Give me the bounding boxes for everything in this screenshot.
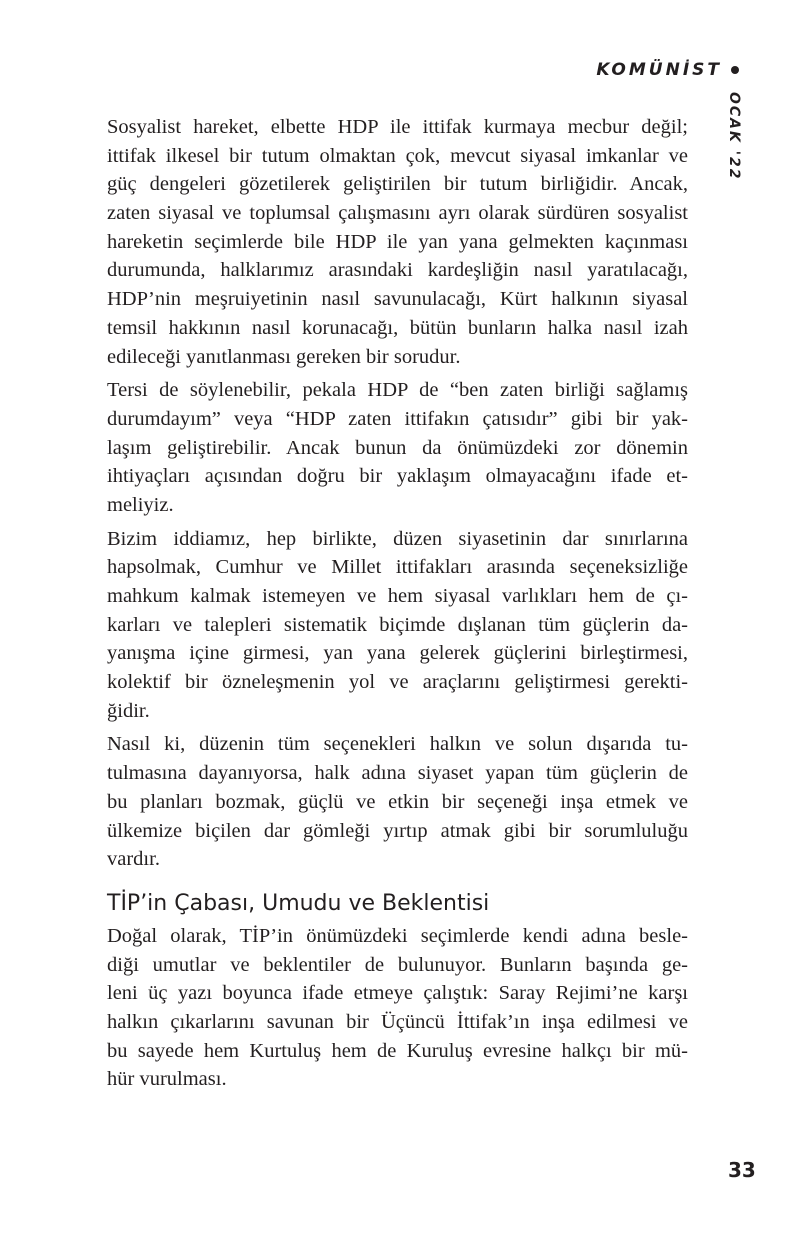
paragraph — [107, 922, 688, 1094]
text-line: hür vurulması. — [107, 1068, 227, 1091]
text-line: Doğal olarak, TİP’in önümüzdeki seçimlerde kendi adına besle- — [107, 924, 688, 947]
text-line: leni üç yazı boyunca ifade etmeye çalıştık: Saray Rejimi’ne karşı — [107, 982, 688, 1005]
text-line: kolektif bir özneleşmenin yol ve araçlarını geliştirmesi gerekti- — [107, 671, 688, 694]
paragraph — [107, 730, 688, 873]
text-line: zaten siyasal ve toplumsal çalışmasını ayrı olarak sürdüren sosyalist — [107, 202, 688, 225]
text-line: hapsolmak, Cumhur ve Millet ittifakları arasında seçeneksizliğe — [107, 556, 688, 579]
text-line: mahkum kalmak istemeyen ve hem siyasal varlıkları hem de çı- — [107, 585, 688, 607]
page-number: 33 — [728, 1158, 756, 1182]
text-line: yanışma içine girmesi, yan yana gelerek güçlerini birleştirmesi, — [107, 642, 688, 665]
paragraph — [107, 376, 688, 519]
text-line: Nasıl ki, düzenin tüm seçenekleri halkın ve solun dışarıda tu- — [107, 733, 688, 756]
text-line: ihtiyaçları açısından doğru bir yaklaşım olmayacağını ifade et- — [107, 465, 688, 488]
text-line: diği umutlar ve beklentiler de bulunuyor. Bunların başında ge- — [107, 953, 688, 976]
text-line: edileceği yanıtlanması gereken bir sorudur. — [107, 345, 461, 368]
text-line: halkın çıkarlarını savunan bir Üçüncü İttifak’ın inşa edilmesi ve — [107, 1010, 688, 1033]
section-heading: TİP’in Çabası, Umudu ve Beklentisi — [107, 890, 490, 916]
paragraph-group-1 — [107, 113, 688, 874]
text-line: laşım geliştirebilir. Ancak bunun da önümüzdeki zor dönemin — [107, 436, 688, 459]
text-line: ğidir. — [107, 699, 150, 722]
text-line: HDP’nin meşruiyetinin nasıl savunulacağı, Kürt halkının siyasal — [107, 288, 688, 311]
text-line: meliyiz. — [107, 493, 174, 516]
text-line: Sosyalist hareket, elbette HDP ile ittifak kurmaya mecbur değil; — [107, 116, 688, 138]
text-line: Bizim iddiamız, hep birlikte, düzen siyasetinin dar sınırlarına — [107, 527, 688, 550]
paragraph — [107, 525, 688, 726]
issue-label: OCAK '22 — [726, 92, 742, 181]
text-line: tulmasına dayanıyorsa, halk adına siyaset yapan tüm güçlerin de — [107, 762, 688, 785]
text-line: bu planları bozmak, güçlü ve etkin bir seçeneği inşa etmek ve — [107, 790, 688, 813]
text-line: hareketin seçimlerde bile HDP ile yan yana gelmekten kaçınması — [107, 230, 688, 253]
text-line: bu sayede hem Kurtuluş hem de Kuruluş evresine halkçı bir mü- — [107, 1039, 688, 1062]
text-line: durumunda, halklarımız arasındaki kardeşliğin nasıl yaratılacağı, — [107, 259, 688, 282]
magazine-title: KOMÜNİST — [596, 60, 722, 80]
paragraph-group-2 — [107, 922, 688, 1094]
bullet-dot — [731, 66, 739, 74]
text-line: ülkemize biçilen dar gömleği yırtıp atmak gibi bir sorumluluğu — [107, 819, 688, 842]
text-line: Tersi de söylenebilir, pekala HDP de “ben zaten birliği sağlamış — [107, 379, 688, 402]
text-line: karları ve talepleri sistematik biçimde dışlanan tüm güçlerin da- — [107, 613, 688, 636]
paragraph — [107, 113, 688, 371]
text-line: durumdayım” veya “HDP zaten ittifakın çatısıdır” gibi bir yak- — [107, 407, 688, 430]
text-line: ittifak ilkesel bir tutum olmaktan çok, mevcut siyasal imkanlar ve — [107, 144, 688, 167]
article-body — [107, 113, 688, 1099]
text-line: güç dengeleri gözetilerek geliştirilen bir tutum birliğidir. Ancak, — [107, 173, 688, 196]
text-line: temsil hakkının nasıl korunacağı, bütün bunların halka nasıl izah — [107, 316, 688, 339]
text-line: vardır. — [107, 848, 160, 871]
